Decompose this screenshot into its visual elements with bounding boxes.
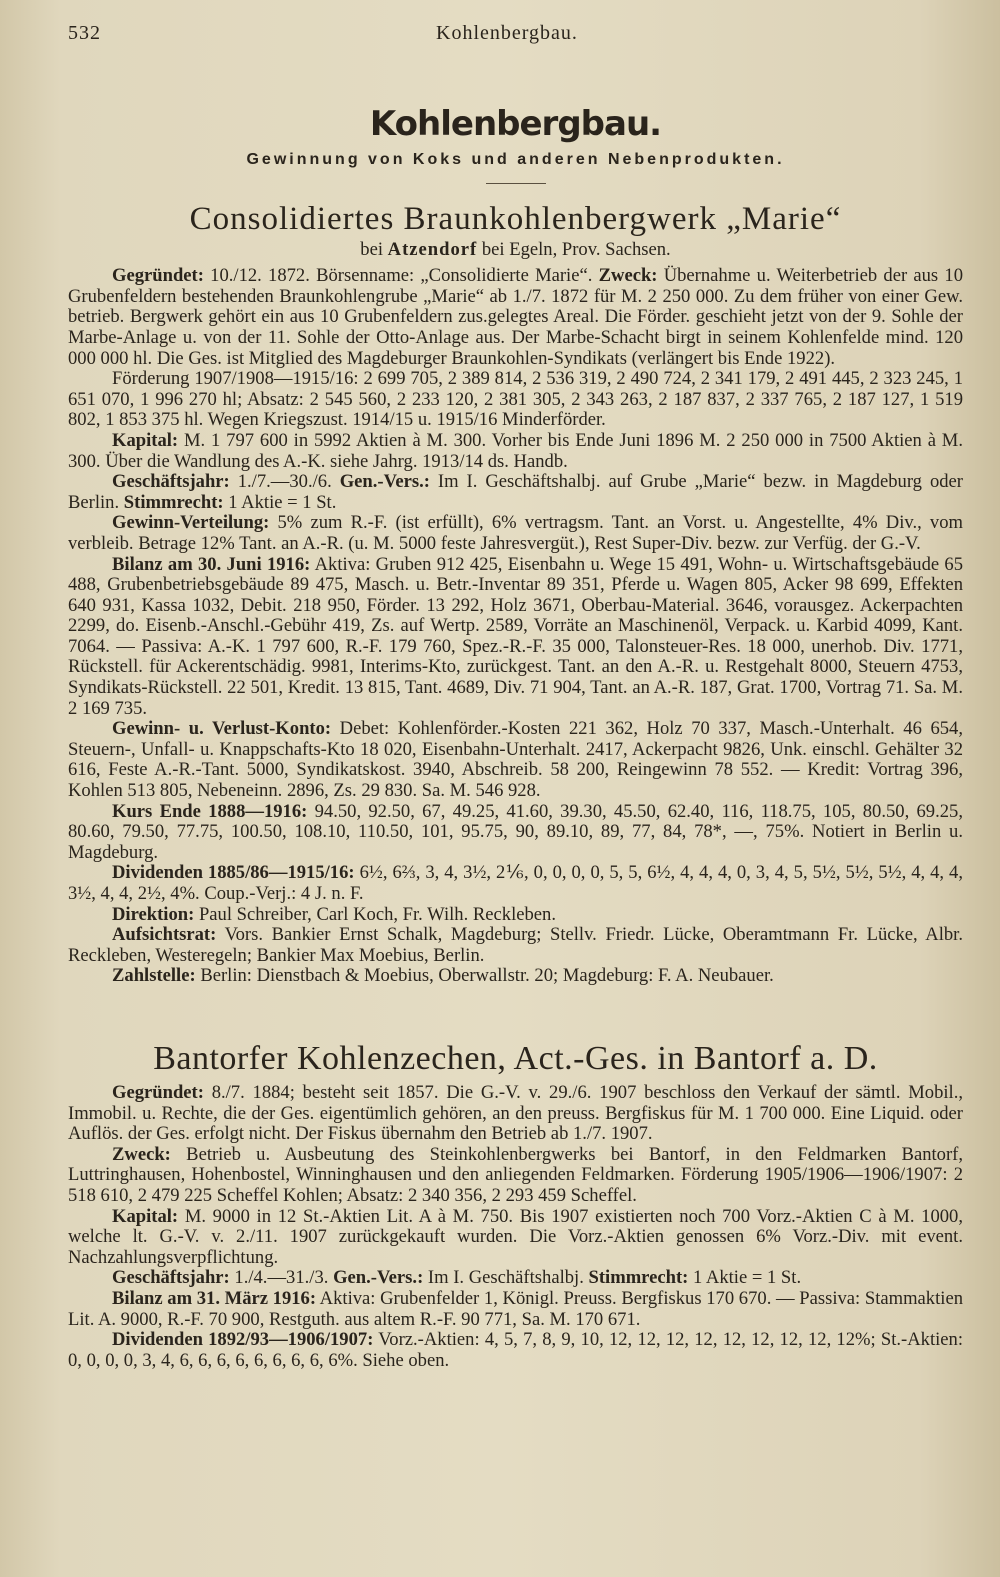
company-title-marie: Consolidiertes Braunkohlenbergwerk „Marie“: [189, 200, 842, 237]
field-label: Gegründet:: [112, 265, 204, 287]
field-label: Zweck:: [598, 265, 658, 287]
paragraph: [68, 719, 963, 801]
field-label: Kapital:: [112, 1205, 179, 1227]
field-text: 6½, 6⅔, 3, 4, 3½, 2⅙, 0, 0, 0, 0, 5, 5, 6½, 4, 4, 4, 0, 3, 4, 5, 5½, 5½, 5½, 4, 4, 4, 3½, 4, 4, 2½, 4%. Coup.-Verj.: 4 J. n. F.: [68, 862, 963, 904]
field-text: Berlin: Dienstbach & Moebius, Oberwallstr. 20; Magdeburg: F. A. Neubauer.: [195, 965, 774, 987]
field-text: 8./7. 1884; besteht seit 1857. Die G.-V. v. 29./6. 1907 beschloss den Verkauf der sämtl. Mobil., Immobil. u. Rechte, die der Ges. eigentümlich gehören, an den preuss. Bergfiskus für M. 1 700 000. Eine Liquid. oder Auflös. der Ges. erfolgt nicht. Der Fiskus übernahm den Betrieb ab 1./7. 1907.: [68, 1081, 963, 1145]
field-text: Im I. Geschäftshalbj.: [423, 1267, 589, 1289]
paragraph: [68, 802, 963, 864]
company-entry-marie: [68, 266, 963, 987]
field-label: Aufsichtsrat:: [112, 924, 217, 946]
field-text: 1./7.—30./6.: [229, 471, 340, 493]
field-label: Zahlstelle:: [112, 965, 196, 987]
running-title: Kohlenbergbau.: [436, 22, 578, 44]
field-text: Aktiva: Grubenfelder 1, Königl. Preuss. Bergfiskus 170 670. — Passiva: Stammaktien Lit. A. 9000, R.-F. 70 900, Restguth. aus altem R.-F. 90 771, Sa. M. 170 671.: [68, 1287, 963, 1330]
paragraph: [68, 266, 963, 369]
field-label: Stimmrecht:: [588, 1267, 689, 1289]
section-title: Kohlenbergbau.: [369, 104, 662, 144]
paragraph: [68, 513, 963, 554]
field-label: Dividenden 1885/86—1915/16:: [112, 862, 355, 884]
field-label: Gen.-Vers.:: [339, 471, 430, 493]
field-text: 1./4.—31./3.: [229, 1267, 334, 1289]
section-subtitle: Gewinnung von Koks und anderen Nebenprodukten.: [246, 151, 785, 168]
paragraph: [68, 1207, 963, 1269]
field-label: Bilanz am 31. März 1916:: [112, 1287, 317, 1309]
field-label: Geschäftsjahr:: [112, 1267, 230, 1289]
location-prefix: bei: [360, 238, 388, 260]
company-title-bantorf: Bantorfer Kohlenzechen, Act.-Ges. in Bantorf a. D.: [153, 1039, 878, 1077]
paragraph: [68, 863, 963, 904]
page-number: 532: [68, 22, 101, 44]
field-label: Dividenden 1892/93—1906/1907:: [112, 1329, 374, 1351]
field-text: 1 Aktie = 1 St.: [223, 491, 337, 513]
location-suffix: bei Egeln, Prov. Sachsen.: [477, 238, 671, 260]
divider: [486, 183, 546, 184]
field-label: Kapital:: [112, 429, 179, 451]
field-text: Betrieb u. Ausbeutung des Steinkohlenbergwerks bei Bantorf, in den Feldmarken Bantorf, Luttringhausen, Hohenbostel, Winninghausen und den anliegenden Feldmarken. Förderung 1905/1906—1906/1907: 2 518 610, 2 479 225 Scheffel Kohlen; Absatz: 2 340 356, 2 293 459 Scheffel.: [68, 1143, 963, 1206]
field-text: Vors. Bankier Ernst Schalk, Magdeburg; Stellv. Friedr. Lücke, Oberamtmann Fr. Lücke, Albr. Reckleben, Westeregeln; Bankier Max Moebius, Berlin.: [68, 924, 963, 966]
field-label: Gewinn-Verteilung:: [112, 512, 270, 534]
field-text: M. 1 797 600 in 5992 Aktien à M. 300. Vorher bis Ende Juni 1896 M. 2 250 000 in 7500 Aktien à M. 300. Über die Wandlung des A.-K. siehe Jahrg. 1913/14 ds. Handb.: [68, 429, 963, 472]
paragraph: [68, 431, 963, 472]
paragraph: [68, 966, 963, 987]
paragraph: [68, 925, 963, 966]
field-text: Paul Schreiber, Carl Koch, Fr. Wilh. Reckleben.: [194, 903, 556, 925]
location-place: Atzendorf: [387, 238, 478, 260]
field-label: Gewinn- u. Verlust-Konto:: [112, 718, 332, 740]
field-text: Aktiva: Gruben 912 425, Eisenbahn u. Wege 15 491, Wohn- u. Wirtschaftsgebäude 65 488, Grubenbetriebsgebäude 89 475, Masch. u. Betr.-Inventar 89 351, Pferde u. Wagen 805, Acker 98 699, Effekten 640 931, Kassa 1032, Debit. 218 950, Förder. 13 292, Holz 3671, Oberbau-Material. 3646, vorausgez. Ackerpachten 2299, do. Eisenb.-Anschl.-Gebühr 419, Zs. auf Wertp. 2589, Vorräte an Maschinenöl, Verpack. u. Karbid 4099, Kant. 7064. — Passiva: A.-K. 1 797 600, R.-F. 179 760, Spez.-R.-F. 35 000, Talonsteuer-Res. 18 000, unerhob. Div. 1771, Rückstell. für Ackerentschädig. 9981, Interims-Kto, zurückgest. Tant. an den A.-R. u. Restgehalt 8000, Steuern 4753, Syndikats-Rückstell. 22 501, Kredit. 13 815, Tant. 4689, Div. 71 904, Tant. an A.-R. 187, Grat. 1700, Vortrag 71. Sa. M. 2 169 735.: [68, 553, 964, 719]
field-text: Debet: Kohlenförder.-Kosten 221 362, Holz 70 337, Masch.-Unterhalt. 46 654, Steuern-, Unfall- u. Knappschafts-Kto 18 020, Eisenbahn-Unterhalt. 2417, Ackerpacht 9826, Unk. einschl. Gehälter 32 616, Feste A.-R.-Tant. 5000, Syndikatskost. 3940, Abschreib. 58 200, Reingewinn 78 552. — Kredit: Vortrag 396, Kohlen 513 805, Nebeneinn. 2896, Zs. 29 830. Sa. M. 546 928.: [68, 718, 963, 802]
page-header: [68, 22, 948, 52]
field-label: Bilanz am 30. Juni 1916:: [112, 553, 311, 575]
field-text: 5% zum R.-F. (ist erfüllt), 6% vertragsm. Tant. an Vorst. u. Angestellte, 4% Div., vom verbleib. Betrage 12% Tant. an A.-R. (u. M. 5000 feste Jahresvergüt.), Rest Super-Div. bezw. zur Verfüg. der G.-V.: [68, 512, 963, 554]
paragraph: [68, 1083, 963, 1145]
field-text: Förderung 1907/1908—1915/16: 2 699 705, 2 389 814, 2 536 319, 2 490 724, 2 341 179, 2 491 445, 2 323 245, 1 651 070, 1 996 270 hl; Absatz: 2 545 560, 2 233 120, 2 381 305, 2 343 263, 2 187 837, 2 337 765, 2 187 127, 1 519 802, 1 853 375 hl. Wegen Kriegszust. 1914/15 u. 1915/16 Minderförder.: [68, 368, 963, 431]
paragraph: [68, 1330, 963, 1371]
field-label: Gen.-Vers.:: [333, 1267, 424, 1289]
paragraph: [68, 1289, 963, 1330]
field-label: Geschäftsjahr:: [112, 471, 230, 493]
paragraph: [68, 1268, 963, 1289]
paragraph: [68, 555, 963, 720]
page-content: [68, 96, 963, 1371]
paragraph: [68, 1145, 963, 1207]
field-label: Kurs Ende 1888—1916:: [112, 800, 308, 822]
paragraph: [68, 369, 963, 431]
field-text: Vorz.-Aktien: 4, 5, 7, 8, 9, 10, 12, 12, 12, 12, 12, 12, 12, 12, 12%; St.-Aktien: 0, 0, 0, 0, 3, 4, 6, 6, 6, 6, 6, 6, 6, 6, 6%. Siehe oben.: [68, 1329, 963, 1371]
field-text: 1 Aktie = 1 St.: [688, 1267, 802, 1289]
field-text: Übernahme u. Weiterbetrieb der aus 10 Grubenfeldern bestehenden Braunkohlengrube „Marie“ ab 1./7. 1872 für M. 2 250 000. Zu dem früher von einer Gew. betrieb. Bergwerk gehört ein aus 10 Grubenfeldern zus.gelegtes Areal. Die Förder. geschieht jetzt von der 9. Sohle der Marbe-Anlage u. von der 11. Sohle der Otto-Anlage aus. Der Marbe-Schacht birgt in seinem Kohlenfelde mind. 120 000 000 hl. Die Ges. ist Mitglied des Magdeburger Braunkohlen-Syndikats (verlängert bis Ende 1922).: [68, 265, 963, 369]
paragraph: [68, 472, 963, 513]
company-entry-bantorf: [68, 1083, 963, 1371]
field-text: Im I. Geschäftshalbj. auf Grube „Marie“ bezw. in Magdeburg oder Berlin.: [68, 471, 963, 513]
field-text: 94.50, 92.50, 67, 49.25, 41.60, 39.30, 45.50, 62.40, 116, 118.75, 105, 80.50, 69.25, 80.60, 79.50, 77.75, 100.50, 108.10, 110.50, 101, 95.75, 90, 89.10, 89, 77, 84, 78*, —, 75%. Notiert in Berlin u. Magdeburg.: [68, 800, 963, 863]
field-text: 10./12. 1872. Börsenname: „Consolidierte Marie“.: [203, 265, 599, 287]
field-label: Gegründet:: [112, 1081, 204, 1103]
field-label: Zweck:: [112, 1143, 171, 1165]
company-location: [68, 240, 963, 261]
field-text: M. 9000 in 12 St.-Aktien Lit. A à M. 750. Bis 1907 existierten noch 700 Vorz.-Aktien C à M. 1000, welche lt. G.-V. v. 2./11. 1907 zurückgekauft wurden. Die Vorz.-Aktien genossen 6% Vorz.-Div. mit event. Nachzahlungsverpflichtung.: [68, 1205, 963, 1268]
paragraph: [68, 905, 963, 926]
field-label: Stimmrecht:: [123, 491, 224, 513]
field-label: Direktion:: [112, 903, 195, 925]
